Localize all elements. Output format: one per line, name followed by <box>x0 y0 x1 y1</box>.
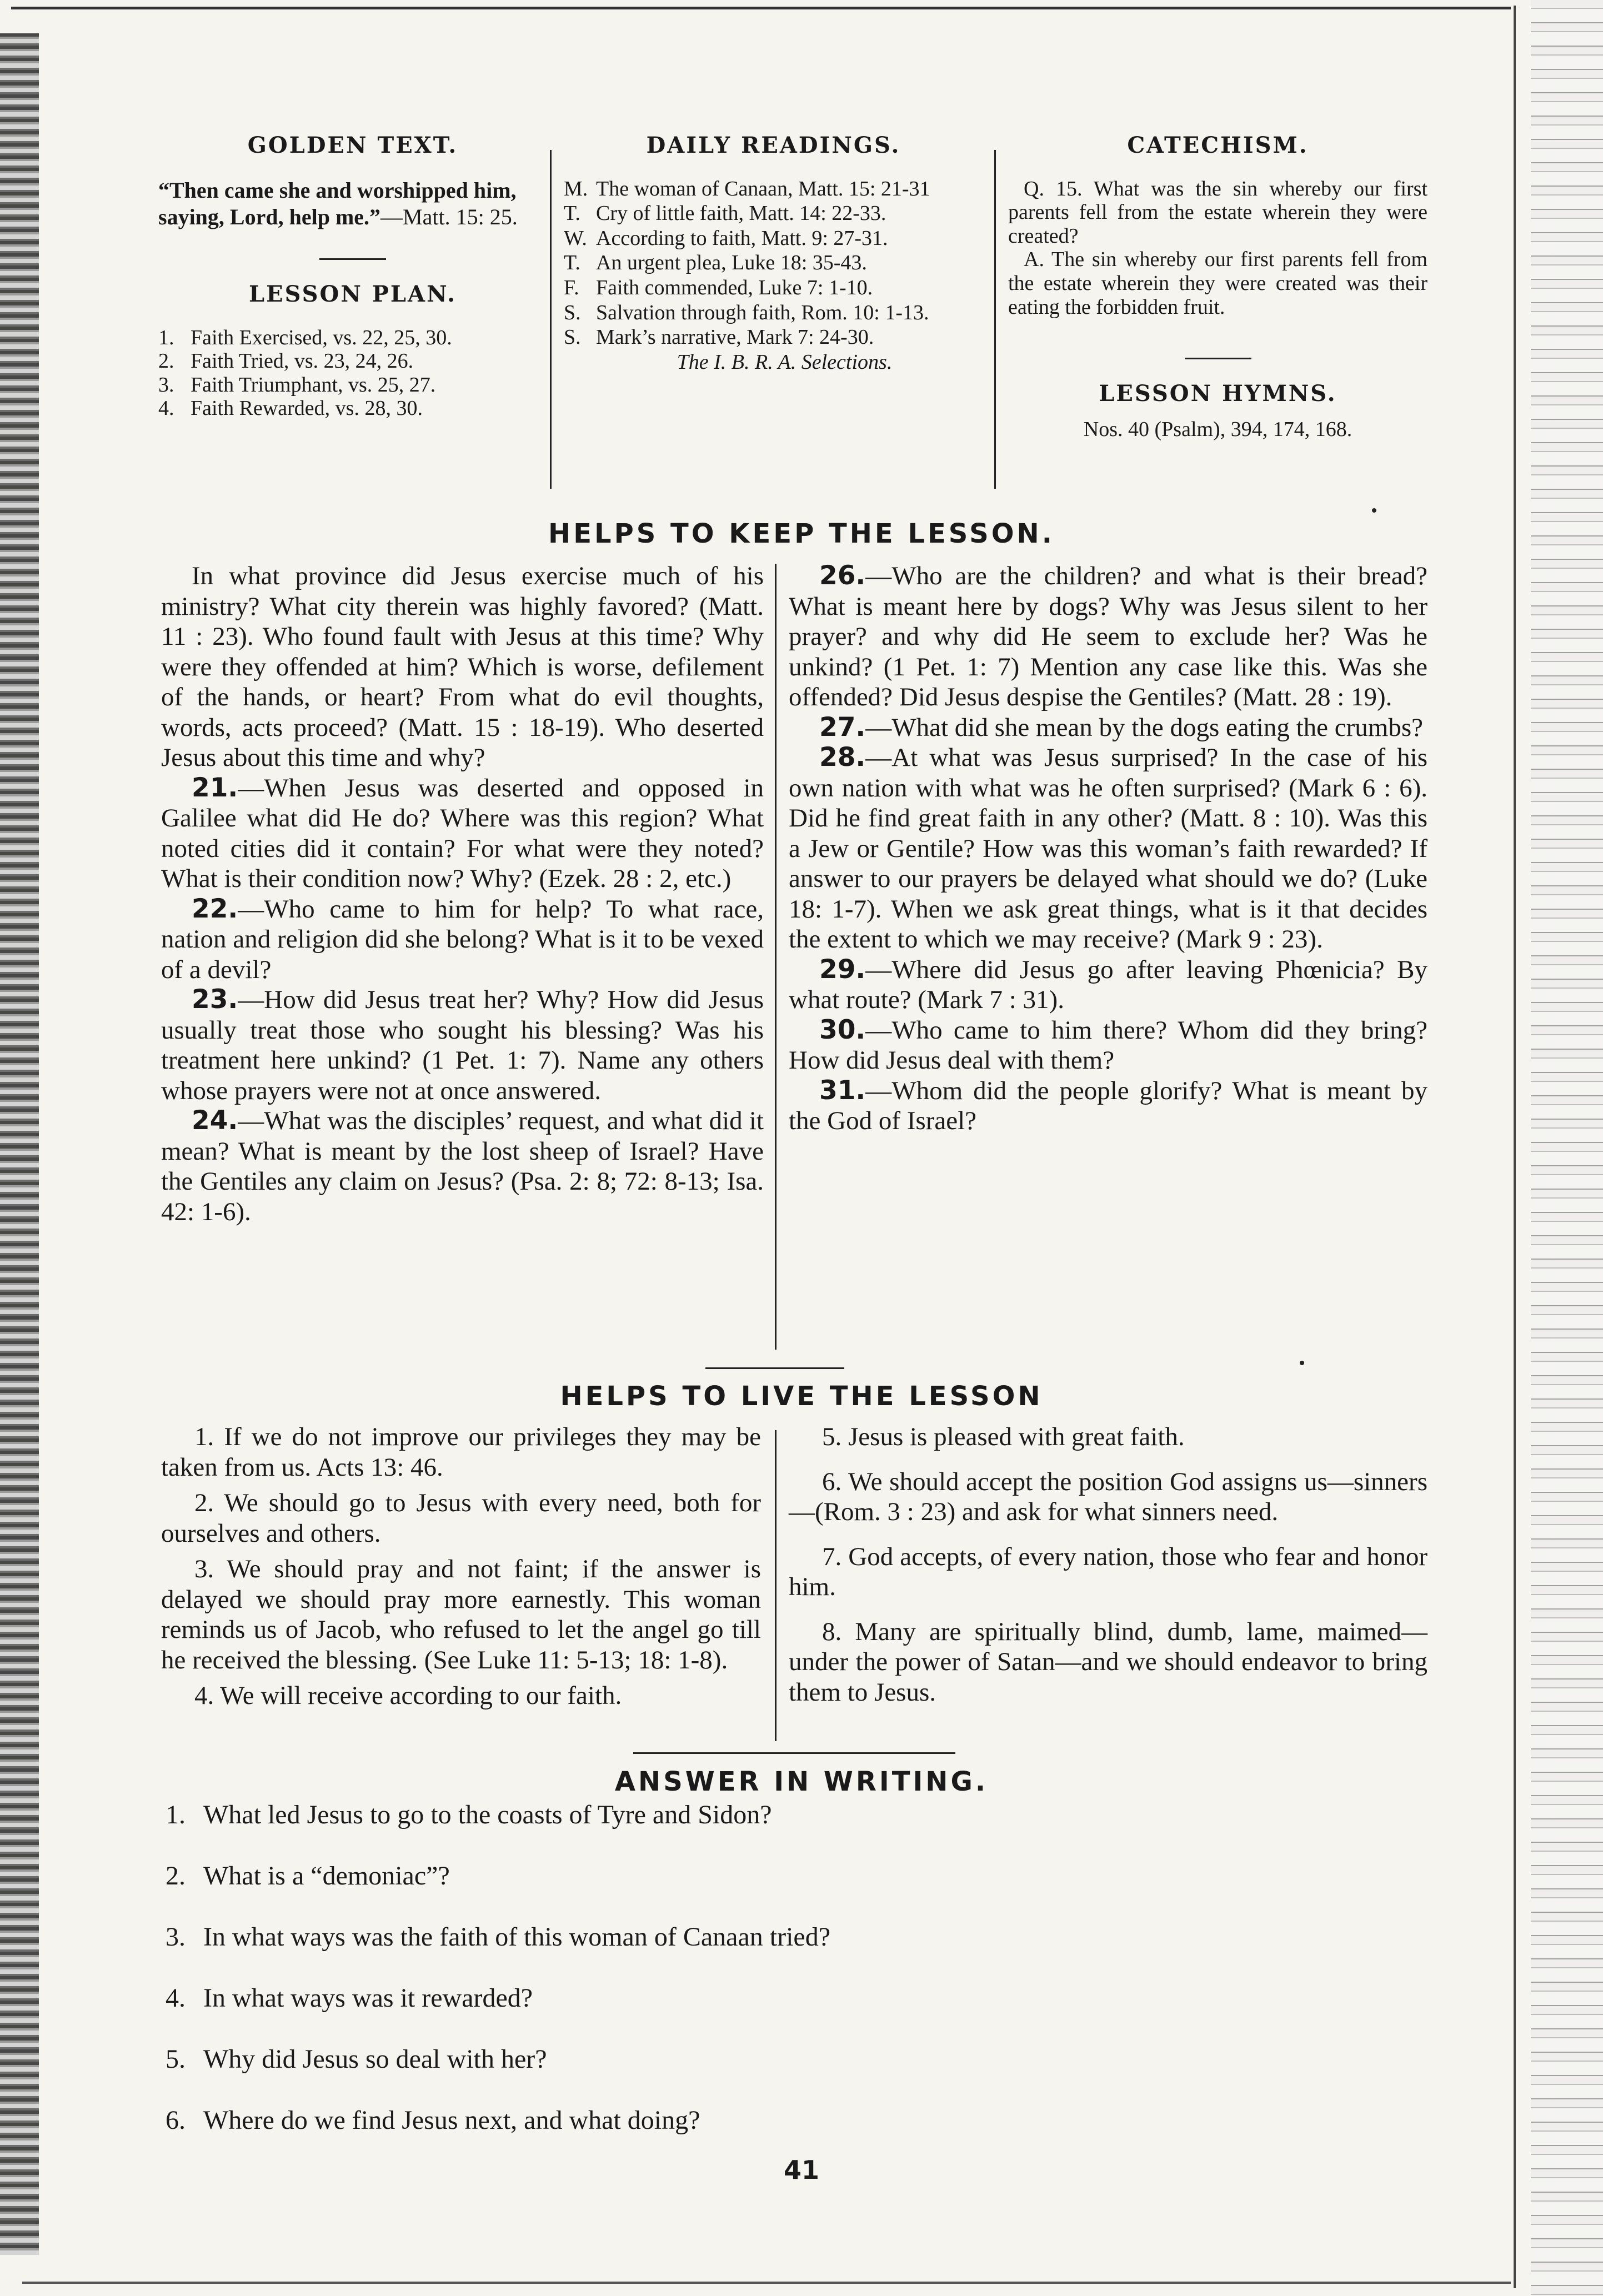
question-text: Why did Jesus so deal with her? <box>203 2044 547 2074</box>
helps-keep-item <box>161 773 764 894</box>
page-number: 41 <box>783 2155 819 2185</box>
daily-reading-item <box>564 276 983 300</box>
writing-question <box>166 1861 830 1891</box>
helps-keep-item <box>789 1076 1427 1136</box>
reading-day: S. <box>564 325 581 349</box>
lesson-plan-item <box>158 373 547 397</box>
golden-text-heading: GOLDEN TEXT. <box>247 132 458 158</box>
daily-reading-item <box>564 251 983 275</box>
plan-text: Faith Tried, vs. 23, 24, 26. <box>191 349 414 373</box>
helps-live-right-column <box>789 1422 1427 1713</box>
item-text: —Who came to him there? Whom did they bring? How did Jesus deal with them? <box>789 1015 1427 1075</box>
reading-day: F. <box>564 275 579 299</box>
helps-keep-item <box>789 713 1427 743</box>
question-text: In what ways was the faith of this woman of Canaan tried? <box>203 1922 831 1952</box>
question-number: 1. <box>166 1800 186 1829</box>
catechism-question: Q. 15. What was the sin whereby our first parents fell from the estate wherein they were created? <box>1008 177 1427 248</box>
question-text: What led Jesus to go to the coasts of Tyre and Sidon? <box>203 1800 772 1829</box>
item-text: —What did she mean by the dogs eating the crumbs? <box>865 713 1423 742</box>
section-divider <box>705 1367 844 1369</box>
daily-readings-heading: DAILY READINGS. <box>646 132 901 158</box>
plan-num: 4. <box>158 397 174 420</box>
print-speck <box>1372 508 1376 513</box>
reading-day: S. <box>564 300 581 324</box>
catechism-heading: CATECHISM. <box>1127 132 1309 158</box>
helps-keep-title: HELPS TO KEEP THE LESSON. <box>548 518 1055 549</box>
plan-num: 3. <box>158 373 174 397</box>
plan-text: Faith Triumphant, vs. 25, 27. <box>191 373 436 397</box>
helps-live-item: 7. God accepts, of every nation, those who fear and honor him. <box>789 1542 1427 1601</box>
daily-reading-item <box>564 301 983 325</box>
answer-writing-title: ANSWER IN WRITING. <box>614 1766 989 1797</box>
section-divider <box>633 1752 955 1754</box>
scan-edge-right <box>1531 0 1603 2296</box>
catechism-column <box>1008 133 1427 441</box>
lesson-hymns-heading: LESSON HYMNS. <box>1099 380 1337 407</box>
frame-top-rule <box>11 7 1511 9</box>
item-text: —Who came to him for help? To what race, nation and religion did she belong? What is it to be vexed of a devil? <box>161 894 764 984</box>
helps-live-item: 2. We should go to Jesus with every need, both for ourselves and others. <box>161 1488 761 1548</box>
question-number: 2. <box>166 1861 186 1891</box>
helps-live-title: HELPS TO LIVE THE LESSON <box>560 1381 1043 1412</box>
question-number: 5. <box>166 2044 186 2074</box>
helps-live-item: 4. We will receive according to our faith. <box>194 1681 622 1710</box>
frame-bottom-rule <box>22 2282 1511 2284</box>
helps-keep-intro: In what province did Jesus exercise much of his ministry? What city therein was highly favored? (Matt. 11 : 23). Who found fault with Jesus at this time? Why were they offended at him? Which is worse, defilement of the hands, or heart? From what do evil thoughts, words, acts proceed? (Matt. 15 : 18-19). Who deserted Jesus about this time and why? <box>161 562 764 772</box>
reading-day: T. <box>564 251 580 275</box>
reading-text: Faith commended, Luke 7: 1-10. <box>596 275 873 299</box>
golden-text-reference: —Matt. 15: 25. <box>380 204 518 229</box>
plan-num: 2. <box>158 349 174 373</box>
daily-reading-item <box>564 202 983 225</box>
item-text: —At what was Jesus surprised? In the case of his own nation with what was he often surprised? (Mark 6 : 6). Did he find great faith in any other? (Matt. 8 : 10). Was this a Jew or Gentile? How was this woman’s faith rewarded? If answer to our prayers be delayed what should we do? (Luke 18: 1-7). When we ask great things, what is it that decides the extent to which we may receive? (Mark 9 : 23). <box>789 743 1427 954</box>
lesson-plan-item <box>158 397 547 420</box>
helps-live-item: 8. Many are spiritually blind, dumb, lame, maimed—under the power of Satan—and we should endeavor to bring them to Jesus. <box>789 1617 1427 1707</box>
helps-keep-item <box>161 1106 764 1227</box>
item-number: 29. <box>819 954 866 985</box>
daily-readings-column <box>564 133 983 374</box>
helps-live-item: 5. Jesus is pleased with great faith. <box>822 1422 1185 1451</box>
frame-right-rule <box>1514 6 1516 2288</box>
plan-text: Faith Exercised, vs. 22, 25, 30. <box>191 325 452 349</box>
reading-text: Salvation through faith, Rom. 10: 1-13. <box>596 300 929 324</box>
writing-question <box>166 1799 830 1827</box>
reading-text: According to faith, Matt. 9: 27-31. <box>596 226 888 250</box>
daily-reading-item <box>564 325 983 349</box>
question-number: 6. <box>166 2105 186 2135</box>
item-number: 30. <box>819 1014 866 1045</box>
plan-text: Faith Rewarded, vs. 28, 30. <box>191 397 423 420</box>
helps-keep-right-column <box>789 561 1427 1136</box>
writing-question <box>166 1983 830 2011</box>
lesson-hymns-text: Nos. 40 (Psalm), 394, 174, 168. <box>1083 417 1352 441</box>
reading-text: Cry of little faith, Matt. 14: 22-33. <box>596 202 886 225</box>
lesson-plan-item <box>158 326 547 350</box>
reading-day: T. <box>564 202 580 225</box>
item-number: 24. <box>192 1105 238 1136</box>
item-text: —What was the disciples’ request, and what did it mean? What is meant by the lost sheep of Israel? Have the Gentiles any claim on Jesus? (Psa. 2: 8; 72: 8-13; Isa. 42: 1-6). <box>161 1106 764 1226</box>
item-number: 27. <box>819 711 866 743</box>
reading-day: W. <box>564 226 587 250</box>
item-number: 22. <box>192 893 238 924</box>
short-divider <box>1185 358 1251 359</box>
reading-text: The woman of Canaan, Matt. 15: 21-31 <box>596 177 930 200</box>
item-text: —How did Jesus treat her? Why? How did Jesus usually treat those who sought his blessing? Was his treatment here unkind? (1 Pet. 1: 7). Name any others whose prayers were not at once answered. <box>161 985 764 1105</box>
item-text: —Whom did the people glorify? What is meant by the God of Israel? <box>789 1076 1427 1135</box>
scan-edge-left <box>0 33 39 2255</box>
lesson-plan-heading: LESSON PLAN. <box>248 280 457 307</box>
lesson-plan-list <box>158 326 547 420</box>
lesson-plan-item <box>158 349 547 373</box>
golden-text-quote: “Then came she and worshipped him, saying, Lord, help me.” <box>158 177 517 229</box>
helps-keep-column-divider <box>775 564 777 1350</box>
helps-live-column-divider <box>775 1430 777 1741</box>
question-number: 4. <box>166 1983 186 2013</box>
item-number: 28. <box>819 742 866 773</box>
catechism-answer: A. The sin whereby our first parents fell from the estate wherein they were created was their eating the forbidden fruit. <box>1008 248 1427 319</box>
reading-text: Mark’s narrative, Mark 7: 24-30. <box>596 325 874 349</box>
helps-keep-item <box>789 561 1427 713</box>
plan-num: 1. <box>158 325 174 349</box>
item-number: 31. <box>819 1075 866 1106</box>
daily-reading-item <box>564 177 983 201</box>
writing-question <box>166 2105 830 2133</box>
golden-text-column <box>158 133 547 420</box>
writing-question <box>166 2044 830 2072</box>
reading-text: An urgent plea, Luke 18: 35-43. <box>596 251 867 275</box>
helps-keep-item <box>789 955 1427 1015</box>
reading-day: M. <box>564 177 588 200</box>
column-separator <box>550 150 552 489</box>
answer-writing-questions <box>166 1799 830 2166</box>
helps-live-item: 6. We should accept the position God assigns us—sinners—(Rom. 3 : 23) and ask for what sinners need. <box>789 1467 1427 1526</box>
helps-keep-item <box>161 985 764 1106</box>
helps-live-item: 3. We should pray and not faint; if the answer is delayed we should pray more earnestly. This woman reminds us of Jacob, who refused to let the angel go till he received the blessing. (See Luke 11: 5-13; 18: 1-8). <box>161 1555 761 1675</box>
readings-credit: The I. B. R. A. Selections. <box>677 350 893 374</box>
helps-live-item: 1. If we do not improve our privileges they may be taken from us. Acts 13: 46. <box>161 1422 761 1482</box>
helps-keep-left-column <box>161 561 764 1227</box>
question-text: In what ways was it rewarded? <box>203 1983 533 2013</box>
golden-text-body <box>158 177 547 230</box>
print-speck <box>1300 1361 1304 1365</box>
column-separator <box>994 150 996 489</box>
item-text: —Where did Jesus go after leaving Phœnicia? By what route? (Mark 7 : 31). <box>789 955 1427 1014</box>
item-text: —When Jesus was deserted and opposed in Galilee what did He do? Where was this region? What noted cities did it contain? For what were they noted? What is their condition now? Why? (Ezek. 28 : 2, etc.) <box>161 773 764 893</box>
question-text: What is a “demoniac”? <box>203 1861 450 1891</box>
helps-live-left-column <box>161 1422 761 1717</box>
item-number: 21. <box>192 772 238 803</box>
writing-question <box>166 1922 831 1952</box>
question-text: Where do we find Jesus next, and what doing? <box>203 2105 700 2135</box>
item-number: 26. <box>819 560 866 591</box>
item-number: 23. <box>192 984 238 1015</box>
question-number: 3. <box>166 1922 186 1952</box>
short-divider <box>319 258 386 260</box>
helps-keep-item <box>161 894 764 985</box>
helps-keep-item <box>789 743 1427 955</box>
daily-reading-item <box>564 227 983 250</box>
helps-keep-item <box>789 1015 1427 1076</box>
item-text: —Who are the children? and what is their bread? What is meant here by dogs? Why was Jesus silent to her prayer? and why did He seem to exclude her? Was he unkind? (1 Pet. 1: 7) Mention any case like this. Was she offended? Did Jesus despise the Gentiles? (Matt. 28 : 19). <box>789 562 1427 711</box>
